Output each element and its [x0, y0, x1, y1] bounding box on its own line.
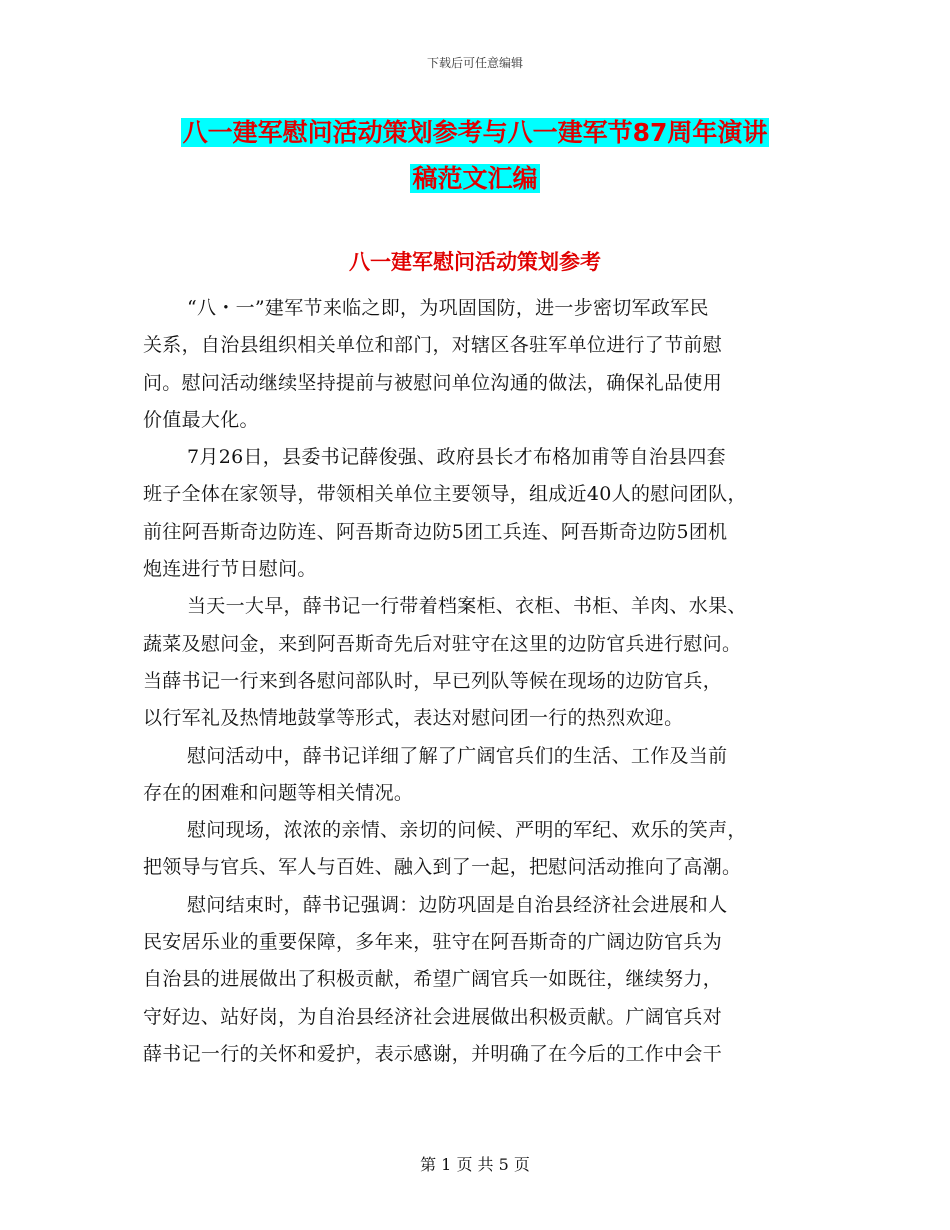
paragraph-line: 慰问结束时，薛书记强调：边防巩固是自治县经济社会进展和人 — [187, 893, 728, 916]
paragraph-line: 把领导与官兵、军人与百姓、融入到了一起，把慰问活动推向了高潮。 — [143, 856, 742, 879]
paragraph-line: “八・一”建军节来临之即，为巩固国防，进一步密切军政军民 — [187, 297, 709, 319]
paragraph-1 — [143, 290, 813, 439]
paragraph-6 — [143, 887, 813, 1073]
paragraph-line: 慰问现场，浓浓的亲情、亲切的问候、严明的军纪、欢乐的笑声， — [187, 819, 747, 842]
paragraph-5 — [143, 812, 813, 887]
paragraph-line: 炮连进行节日慰问。 — [143, 558, 317, 581]
paragraph-line: 蔬菜及慰问金，来到阿吾斯奇先后对驻守在这里的边防官兵进行慰问。 — [143, 632, 742, 655]
paragraph-line: 慰问活动中，薛书记详细了解了广阔官兵们的生活、工作及当前 — [187, 744, 728, 767]
paragraph-line: 价值最大化。 — [143, 408, 259, 431]
document-title — [0, 110, 950, 202]
paragraph-line: 以行军礼及热情地鼓掌等形式，表达对慰问团一行的热烈欢迎。 — [143, 707, 684, 730]
paragraph-line: 前往阿吾斯奇边防连、阿吾斯奇边防5团工兵连、阿吾斯奇边防5团机 — [143, 520, 728, 543]
header-note: 下载后可任意编辑 — [426, 56, 523, 70]
document-title-line-2: 稿范文汇编 — [412, 164, 538, 193]
paragraph-line: 民安居乐业的重要保障，多年来，驻守在阿吾斯奇的广阔边防官兵为 — [143, 931, 723, 954]
paragraph-2 — [143, 439, 813, 588]
paragraph-3 — [143, 588, 813, 737]
paragraph-line: 班子全体在家领导，带领相关单位主要领导，组成近40人的慰问团队， — [143, 483, 747, 506]
paragraph-line: 当薛书记一行来到各慰问部队时，早已列队等候在现场的边防官兵， — [143, 669, 723, 692]
paragraph-line: 存在的困难和问题等相关情况。 — [143, 781, 414, 804]
paragraph-line: 关系，自治县组织相关单位和部门，对辖区各驻军单位进行了节前慰 — [143, 334, 723, 357]
paragraph-4 — [143, 738, 813, 813]
body-text — [143, 290, 813, 1073]
paragraph-line: 7月26日，县委书记薛俊强、政府县长才布格加甫等自治县四套 — [187, 446, 726, 469]
paragraph-line: 守好边、站好岗，为自治县经济社会进展做出积极贡献。广阔官兵对 — [143, 1005, 723, 1028]
paragraph-line: 当天一大早，薛书记一行带着档案柜、衣柜、书柜、羊肉、水果、 — [187, 595, 747, 618]
page-number-footer: 第 1 页 共 5 页 — [420, 1155, 530, 1174]
paragraph-line: 薛书记一行的关怀和爱护，表示感谢，并明确了在今后的工作中会干 — [143, 1042, 723, 1065]
paragraph-line: 问。慰问活动继续坚持提前与被慰问单位沟通的做法，确保礼品使用 — [143, 371, 723, 394]
paragraph-line: 自治县的进展做出了积极贡献，希望广阔官兵一如既往，继续努力， — [143, 968, 723, 991]
section-title: 八一建军慰问活动策划参考 — [349, 250, 601, 274]
document-title-line-1: 八一建军慰问活动策划参考与八一建军节87周年演讲 — [182, 118, 768, 147]
